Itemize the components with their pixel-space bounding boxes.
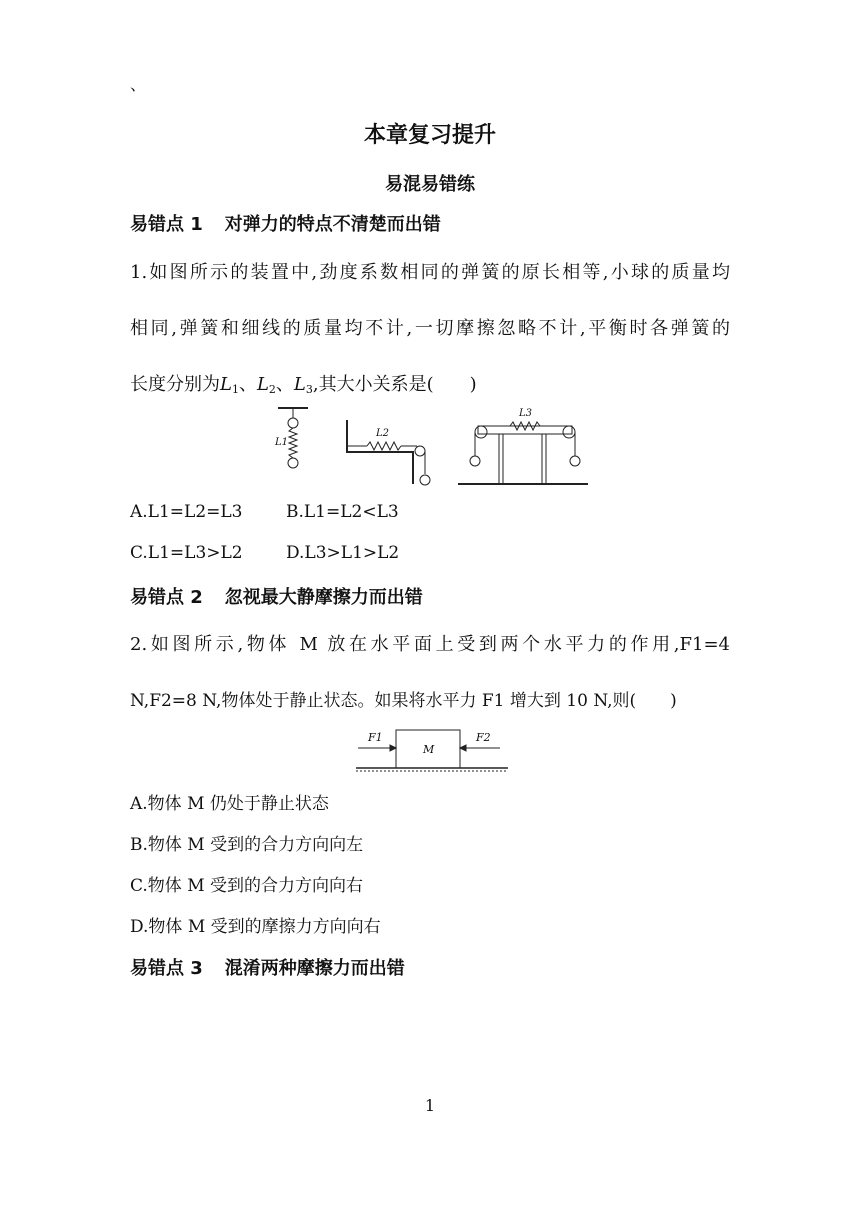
q1-line-3: 长度分别为$L_1$、$L_2$、$L_3$,其大小关系是( ) [130, 374, 477, 396]
page-number: 1 [424, 1096, 436, 1115]
q1-line-2: 相同,弹簧和细线的质量均不计,一切摩擦忽略不计,平衡时各弹簧的 [130, 318, 730, 339]
q1-line-3-suffix: ,其大小关系是( ) [312, 374, 477, 395]
page-title: 本章复习提升 [363, 123, 496, 148]
q1-line-3-prefix: 长度分别为 [130, 374, 220, 395]
q1-option-d[interactable]: D.L3>L1>L2 [286, 543, 400, 563]
q2-figure-label-f2: F2 [476, 731, 491, 744]
error-point-1-text: 对弹力的特点不清楚而出错 [224, 214, 441, 235]
q2-line-2: N,F2=8 N,物体处于静止状态。如果将水平力 F1 增大到 10 N,则( ) [130, 691, 677, 711]
q1-figure-label-l2: L2 [376, 428, 390, 439]
error-point-3-heading [130, 954, 405, 980]
section-subtitle: 易混易错练 [385, 174, 475, 195]
q2-line-1: 2.如图所示,物体 M 放在水平面上受到两个水平力的作用,F1=4 [130, 634, 730, 655]
q1-option-a[interactable]: A.L1=L2=L3 [130, 502, 243, 522]
error-point-2-heading [130, 583, 423, 609]
error-point-1-label: 易错点 1 [130, 214, 203, 235]
error-point-2-label: 易错点 2 [130, 587, 203, 608]
q1-option-c[interactable]: C.L1=L3>L2 [130, 543, 243, 563]
q1-option-b[interactable]: B.L1=L2<L3 [286, 502, 399, 522]
q2-option-a[interactable]: A.物体 M 仍处于静止状态 [130, 794, 329, 814]
q2-figure-label-m: M [423, 743, 435, 756]
q1-figure-label-l3: L3 [519, 408, 533, 419]
q2-figure-label-f1: F1 [368, 731, 383, 744]
stray-mark: 、 [130, 75, 147, 94]
q2-option-c[interactable]: C.物体 M 受到的合力方向向右 [130, 876, 364, 896]
q1-line-1: 1.如图所示的装置中,劲度系数相同的弹簧的原长相等,小球的质量均 [130, 262, 730, 283]
error-point-3-label: 易错点 3 [130, 958, 203, 979]
q2-option-d[interactable]: D.物体 M 受到的摩擦力方向向右 [130, 917, 381, 937]
error-point-3-text: 混淆两种摩擦力而出错 [224, 958, 405, 979]
q1-figure-label-l1: L1 [275, 437, 289, 448]
q2-option-b[interactable]: B.物体 M 受到的合力方向向左 [130, 835, 364, 855]
q1-figure [270, 404, 590, 490]
q2-figure [352, 724, 512, 776]
error-point-1-heading [130, 210, 441, 236]
error-point-2-text: 忽视最大静摩擦力而出错 [224, 587, 423, 608]
